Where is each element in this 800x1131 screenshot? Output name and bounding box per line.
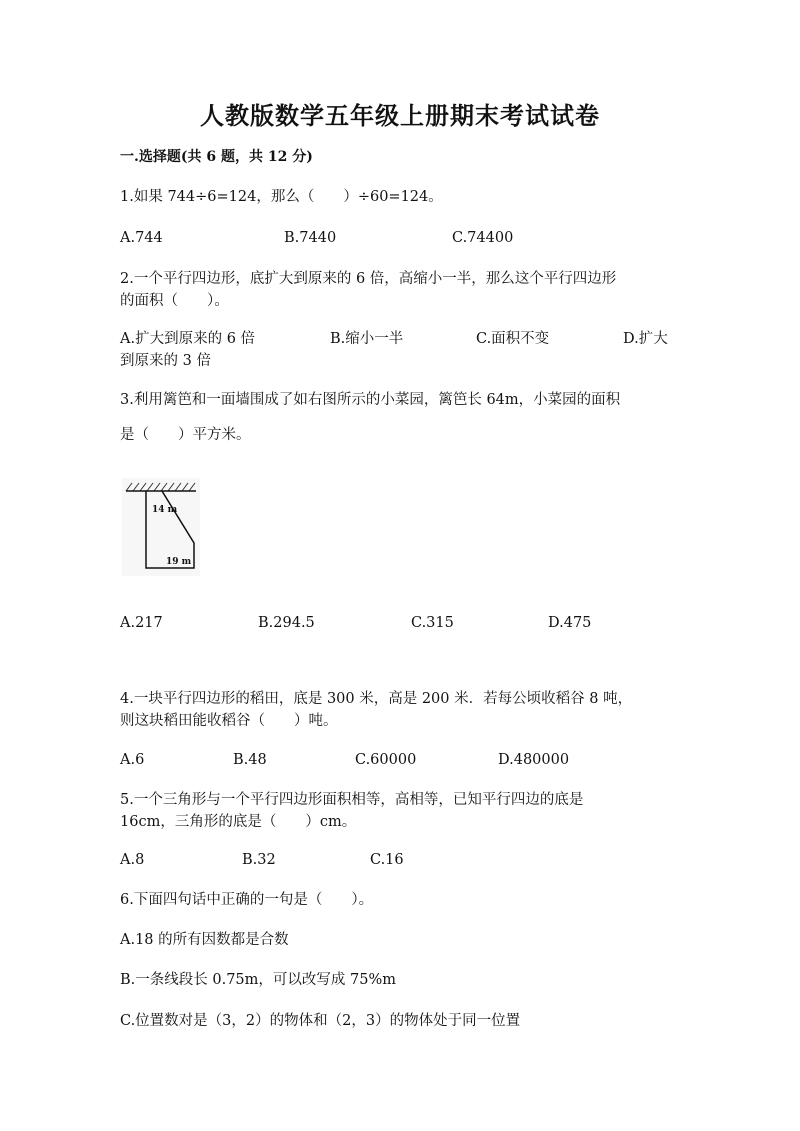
question-5-option-a: A.8 xyxy=(120,852,145,868)
bottom-side-label: 19 m xyxy=(166,557,192,567)
question-6-option-a: A.18 的所有因数都是合数 xyxy=(120,932,289,948)
question-4-option-c: C.60000 xyxy=(355,752,417,768)
question-3-option-b: B.294.5 xyxy=(258,615,315,631)
question-4-option-b: B.48 xyxy=(233,752,267,768)
section-heading: 一.选择题(共 6 题，共 12 分) xyxy=(120,149,313,165)
garden-figure xyxy=(122,478,200,576)
question-2-text-line1: 2.一个平行四边形，底扩大到原来的 6 倍，高缩小一半，那么这个平行四边形 xyxy=(120,271,617,287)
question-2-option-d-continued: 到原来的 3 倍 xyxy=(120,353,211,369)
top-side-label: 14 m xyxy=(152,505,178,515)
question-4-option-d: D.480000 xyxy=(498,752,570,768)
question-3-text-line1: 3.利用篱笆和一面墙围成了如右图所示的小菜园，篱笆长 64m，小菜园的面积 xyxy=(120,392,621,408)
exam-title: 人教版数学五年级上册期末考试试卷 xyxy=(200,101,600,130)
question-6-option-c: C.位置数对是（3，2）的物体和（2，3）的物体处于同一位置 xyxy=(120,1013,521,1029)
question-4-text-line1: 4.一块平行四边形的稻田，底是 300 米，高是 200 米．若每公顷收稻谷 8 吨， xyxy=(120,691,633,707)
question-2-option-b: B.缩小一半 xyxy=(330,331,404,347)
question-5-option-c: C.16 xyxy=(370,852,404,868)
question-3-option-d: D.475 xyxy=(548,615,592,631)
question-2-option-d: D.扩大 xyxy=(623,331,668,347)
question-4-option-a: A.6 xyxy=(120,752,145,768)
trapezoid-garden-diagram xyxy=(122,478,200,576)
question-5-text-line2: 16cm，三角形的底是（ ）cm。 xyxy=(120,814,357,830)
question-4-text-line2: 则这块稻田能收稻谷（ ）吨。 xyxy=(120,713,338,729)
question-5-text-line1: 5.一个三角形与一个平行四边形面积相等，高相等，已知平行四边的底是 xyxy=(120,792,584,808)
question-2-text-line2: 的面积（ ）。 xyxy=(120,293,229,309)
question-2-option-a: A.扩大到原来的 6 倍 xyxy=(120,331,256,347)
question-5-option-b: B.32 xyxy=(242,852,276,868)
question-6-option-b: B.一条线段长 0.75m，可以改写成 75%m xyxy=(120,972,396,988)
question-3-text-line2: 是（ ）平方米。 xyxy=(120,427,251,443)
question-1-option-b: B.7440 xyxy=(284,230,337,246)
question-1-text: 1.如果 744÷6=124，那么（ ）÷60=124。 xyxy=(120,189,443,205)
question-3-option-a: A.217 xyxy=(120,615,163,631)
question-1-option-c: C.74400 xyxy=(452,230,514,246)
question-3-option-c: C.315 xyxy=(411,615,454,631)
question-6-text: 6.下面四句话中正确的一句是（ ）。 xyxy=(120,892,374,908)
question-2-option-c: C.面积不变 xyxy=(476,331,550,347)
question-1-option-a: A.744 xyxy=(120,230,163,246)
